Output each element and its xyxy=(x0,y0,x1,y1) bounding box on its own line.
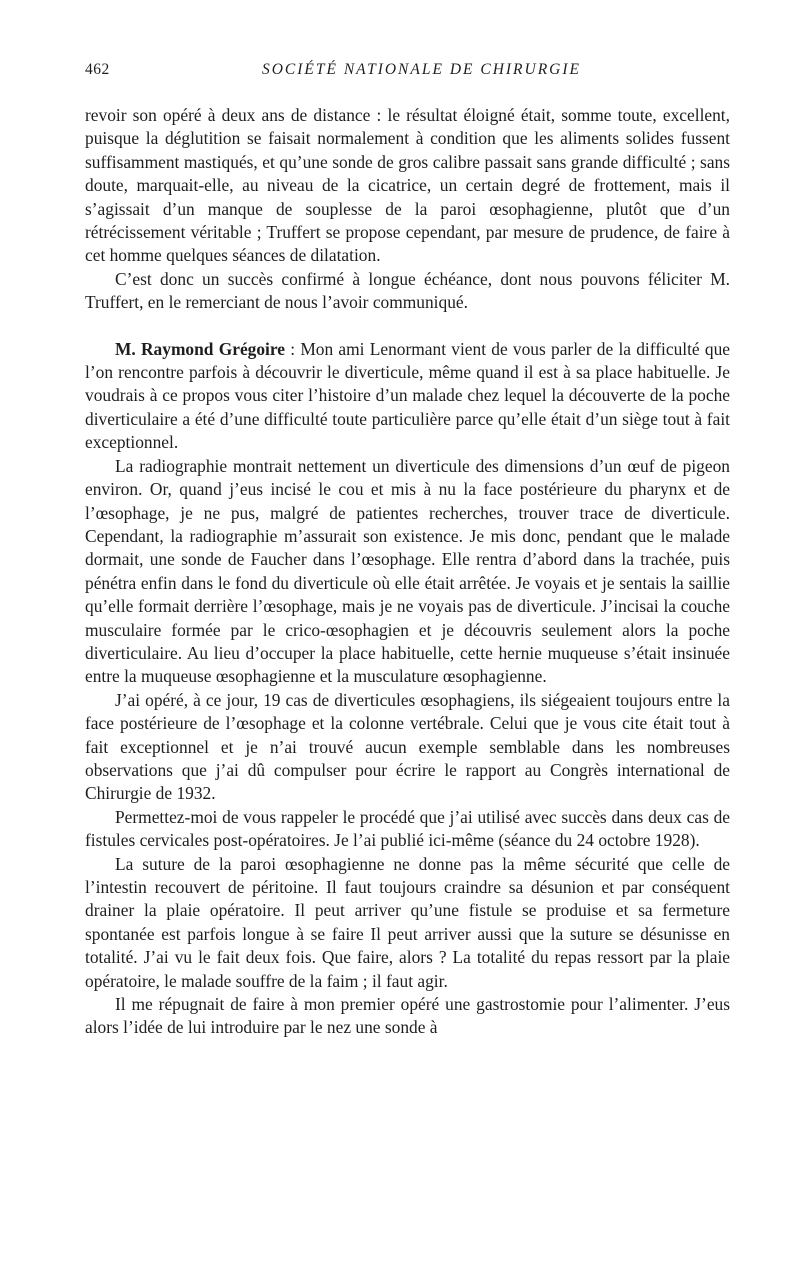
paragraph: C’est donc un succès confirmé à longue échéance, dont nous pouvons féliciter M. Truffert, en le remerciant de nous l’avoir communiqué. xyxy=(85,268,730,313)
paragraph-continued: revoir son opéré à deux ans de distance : le résultat éloigné était, somme toute, excellent, puisque la déglutition se faisait normalement à condition que les aliments solides fussent suffisamment mastiqués, et qu’une sonde de gros calibre passait sans grande difficulté ; sans doute, marquait-elle, au niveau de la cicatrice, un certain degré de frottement, mais il s’agissait d’un manque de souplesse de la paroi œsophagienne, plutôt que d’un rétrécissement véritable ; Truffert se propose cependant, par mesure de prudence, de faire à cet homme quelques séances de dilatation. xyxy=(85,105,730,266)
paragraph: La suture de la paroi œsophagienne ne donne pas la même sécurité que celle de l’intestin recouvert de péritoine. Il faut toujours craindre sa désunion et par conséquent drainer la plaie opératoire. Il peut arriver qu’une fistule se produise et sa fermeture spontanée est parfois longue à se faire Il peut arriver aussi que la suture se désunisse en totalité. J’ai vu le fait deux fois. Que faire, alors ? La totalité du repas ressort par la plaie opératoire, le malade souffre de la faim ; il faut agir. xyxy=(85,853,730,991)
paragraph: Il me répugnait de faire à mon premier opéré une gastrostomie pour l’alimenter. J’eus alors l’idée de lui introduire par le nez une sonde à xyxy=(85,994,730,1038)
paragraph-speaker-intervention xyxy=(85,338,730,455)
article-body xyxy=(85,104,730,1040)
section-gap xyxy=(85,315,730,338)
page-number: 462 xyxy=(85,61,110,78)
journal-title: SOCIÉTÉ NATIONALE DE CHIRURGIE xyxy=(261,61,582,78)
paragraph: La radiographie montrait nettement un diverticule des dimensions d’un œuf de pigeon environ. Or, quand j’eus incisé le cou et mis à nu la face postérieure du pharynx et de l’œsophage, je ne pus, malgré de patientes recherches, trouver trace de diverticule. Cependant, la radiographie m’assurait son existence. Je mis donc, pendant que le malade dormait, une sonde de Faucher dans l’œsophage. Elle rentra d’abord dans la trachée, puis pénétra enfin dans le fond du diverticule où elle était arrêtée. Je voyais et je sentais la saillie qu’elle formait derrière l’œsophage, mais je ne voyais pas de diverticule. J’incisai la couche musculaire formée par le crico-œsophagien et je découvris seulement alors la poche diverticulaire. Au lieu d’occuper la place habituelle, cette hernie muqueuse s’était insinuée entre la muqueuse œsophagienne et la musculature œsophagienne. xyxy=(85,455,730,687)
speaker-name: M. Raymond Grégoire xyxy=(115,338,286,359)
paragraph: Permettez-moi de vous rappeler le procédé que j’ai utilisé avec succès dans deux cas de fistules cervicales post-opératoires. Je l’ai publié ici-même (séance du 24 octobre 1928). xyxy=(85,806,730,851)
speaker-text: : Mon ami Lenormant vient de vous parler de la difficulté que l’on rencontre parfois à découvrir le diverticule, même quand il est à sa place habituelle. Je voudrais à ce propos vous citer l’histoire d’un malade chez lequel la découverte de la poche diverticulaire a été d’une difficulté toute particulière parce qu’elle était d’un siège tout à fait exceptionnel. xyxy=(85,338,730,453)
running-header xyxy=(85,61,730,85)
paragraph: J’ai opéré, à ce jour, 19 cas de diverticules œsophagiens, ils siégeaient toujours entre la face postérieure de l’œsophage et la colonne vertébrale. Celui que je vous cite était tout à fait exceptionnel et je n’ai trouvé aucun exemple semblable dans les nombreuses observations que j’ai dû compulser pour écrire le rapport au Congrès international de Chirurgie de 1932. xyxy=(85,689,730,804)
